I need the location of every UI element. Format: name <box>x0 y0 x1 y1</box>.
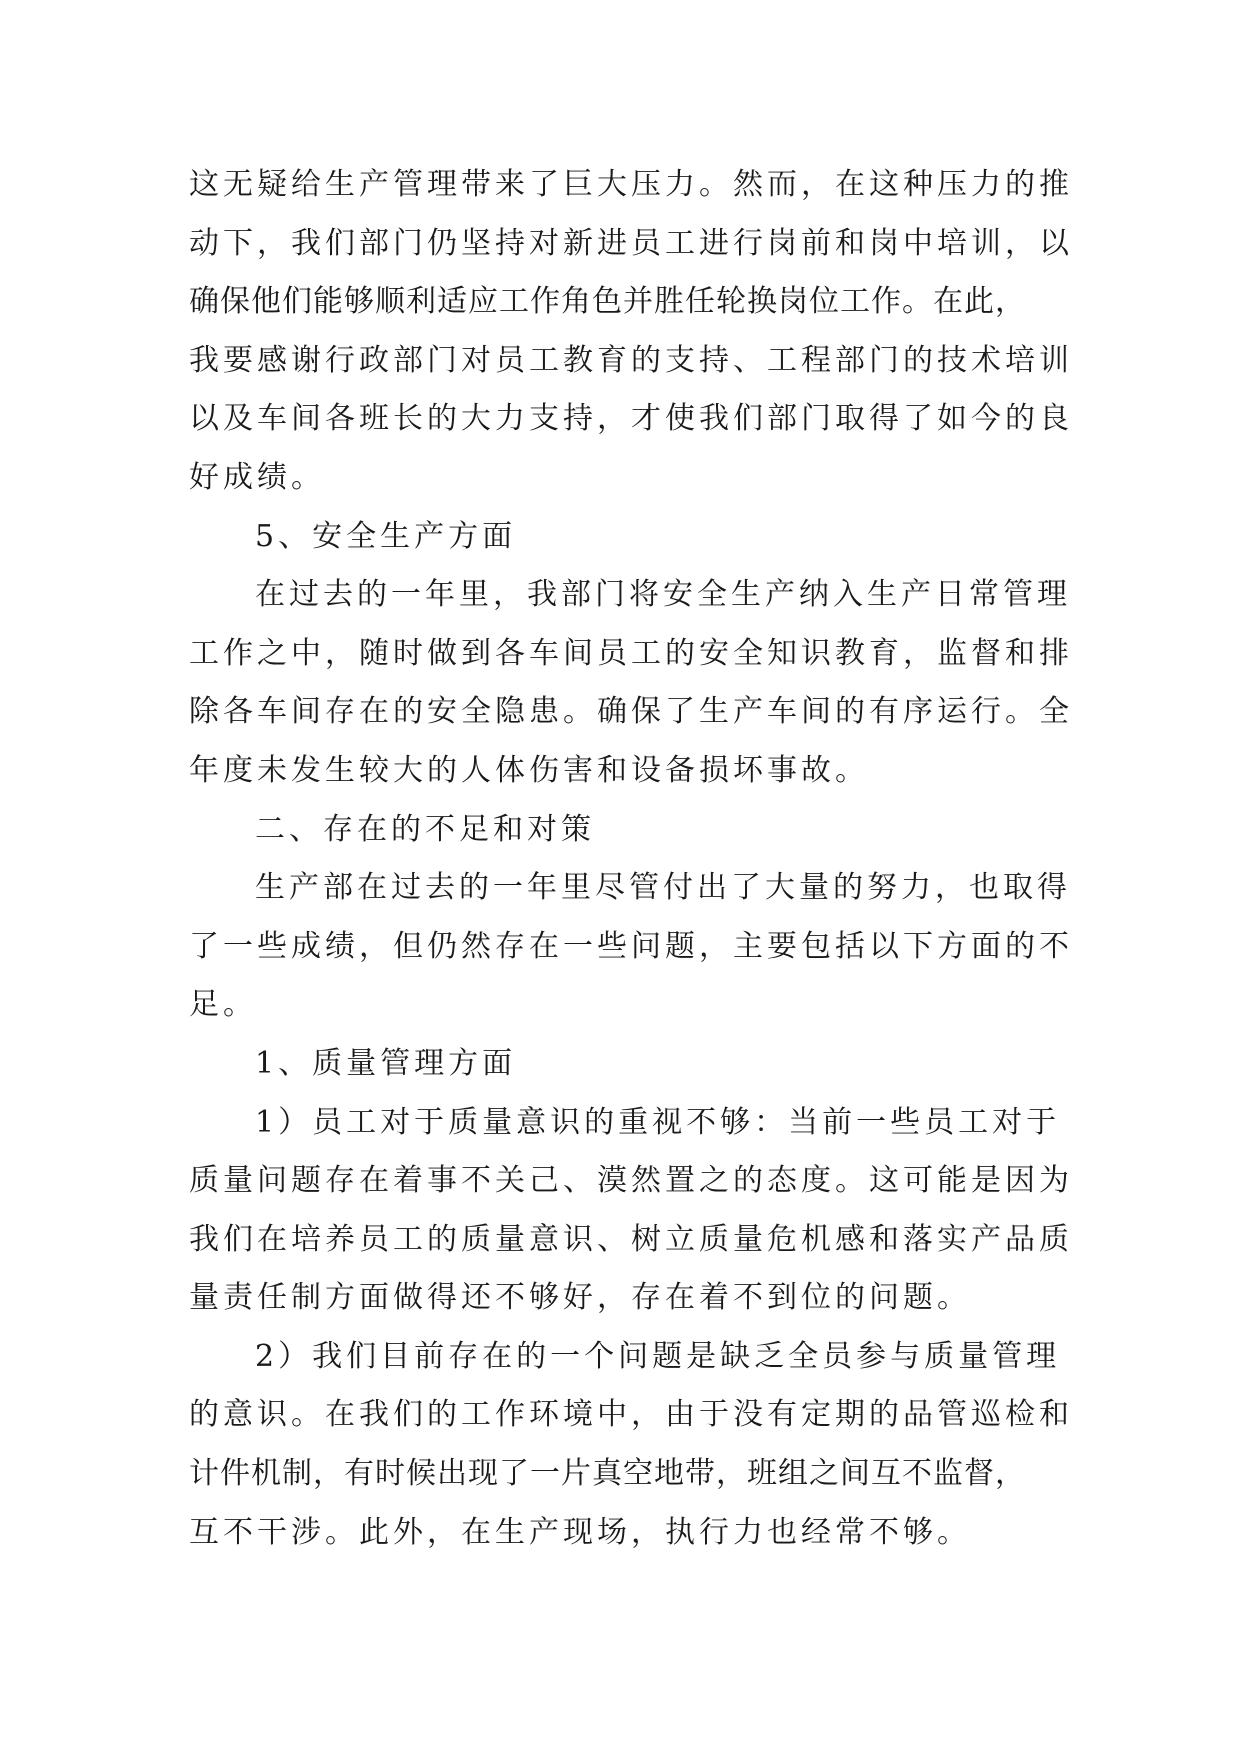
text-line: 的意识。在我们的工作环境中，由于没有定期的品管巡检和 <box>189 1397 1073 1433</box>
text-line: 在过去的一年里，我部门将安全生产纳入生产日常管理 <box>255 577 1071 613</box>
text-line: 计件机制，有时候出现了一片真空地带，班组之间互不监督， <box>189 1456 1026 1492</box>
section-heading: 5、安全生产方面 <box>255 518 517 554</box>
text-line: 好成绩。 <box>189 459 325 495</box>
document-body <box>189 156 1073 1562</box>
text-line: 足。 <box>189 987 257 1023</box>
text-line: 了一些成绩，但仍然存在一些问题，主要包括以下方面的不 <box>189 928 1073 964</box>
text-line: 除各车间存在的安全隐患。确保了生产车间的有序运行。全 <box>189 694 1073 730</box>
text-line: 生产部在过去的一年里尽管付出了大量的努力，也取得 <box>255 870 1071 906</box>
text-line: 以及车间各班长的大力支持，才使我们部门取得了如今的良 <box>189 401 1073 437</box>
text-line: 年度未发生较大的人体伤害和设备损坏事故。 <box>189 752 869 788</box>
text-line: 2）我们目前存在的一个问题是缺乏全员参与质量管理 <box>255 1338 1061 1374</box>
text-line: 1）员工对于质量意识的重视不够：当前一些员工对于 <box>255 1104 1061 1140</box>
text-line: 我们在培养员工的质量意识、树立质量危机感和落实产品质 <box>189 1221 1073 1257</box>
text-line: 量责任制方面做得还不够好，存在着不到位的问题。 <box>189 1280 971 1316</box>
text-line: 互不干涉。此外，在生产现场，执行力也经常不够。 <box>189 1514 971 1550</box>
text-line: 动下，我们部门仍坚持对新进员工进行岗前和岗中培训，以 <box>189 225 1073 261</box>
text-line: 确保他们能够顺利适应工作角色并胜任轮换岗位工作。在此， <box>189 284 1026 320</box>
section-heading: 二、存在的不足和对策 <box>255 811 595 847</box>
text-line: 我要感谢行政部门对员工教育的支持、工程部门的技术培训 <box>189 342 1073 378</box>
text-line: 质量问题存在着事不关己、漠然置之的态度。这可能是因为 <box>189 1163 1073 1199</box>
text-line: 工作之中，随时做到各车间员工的安全知识教育，监督和排 <box>189 635 1073 671</box>
text-line: 这无疑给生产管理带来了巨大压力。然而，在这种压力的推 <box>189 167 1073 202</box>
section-heading: 1、质量管理方面 <box>255 1045 517 1081</box>
